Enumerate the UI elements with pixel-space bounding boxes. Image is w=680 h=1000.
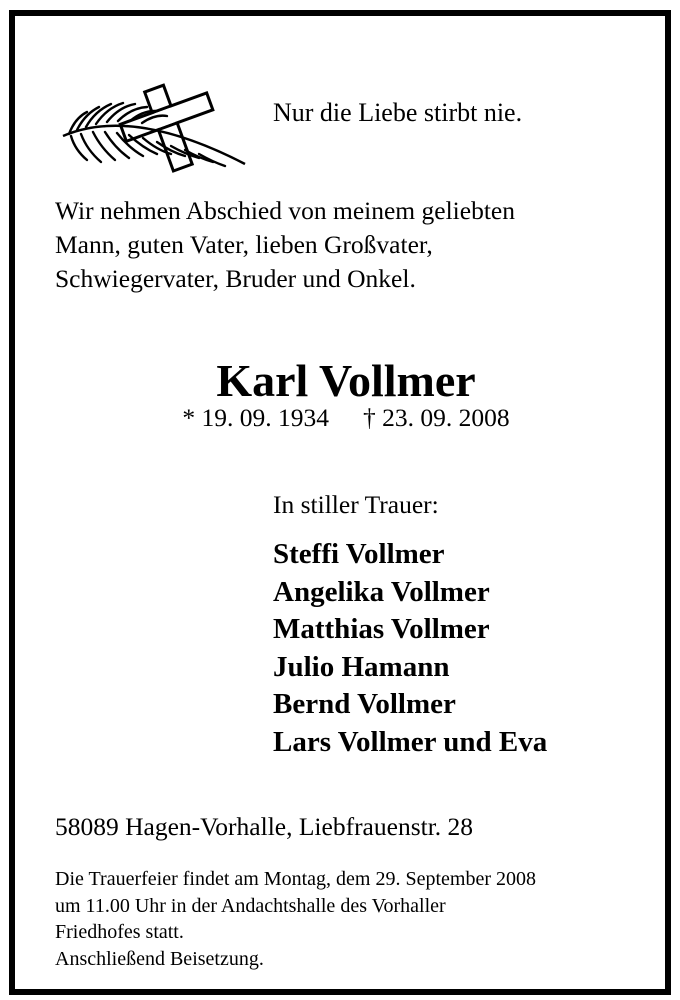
- intro-line: Mann, guten Vater, lieben Großvater,: [55, 230, 433, 259]
- life-dates: [15, 403, 677, 433]
- notice-line: Die Trauerfeier findet am Montag, dem 29. September 2008: [55, 868, 536, 890]
- intro-line: Schwiegervater, Bruder und Onkel.: [55, 264, 416, 293]
- notice-line: Friedhofes statt.: [55, 921, 184, 943]
- birth-date: * 19. 09. 1934: [182, 403, 329, 432]
- intro-line: Wir nehmen Abschied von meinem geliebten: [55, 196, 515, 225]
- family-address: 58089 Hagen-Vorhalle, Liebfrauenstr. 28: [55, 812, 474, 841]
- mourner-name: Angelika Vollmer: [273, 575, 490, 608]
- mourning-label: In stiller Trauer:: [273, 490, 439, 519]
- cross-with-palm-frond-icon: [53, 74, 253, 174]
- funeral-notice: [55, 866, 536, 972]
- mourner-name: Lars Vollmer und Eva: [273, 725, 548, 758]
- deceased-name: Karl Vollmer: [216, 355, 476, 406]
- death-date: † 23. 09. 2008: [363, 403, 510, 432]
- mourner-name: Bernd Vollmer: [273, 688, 456, 721]
- mourners-list: [273, 536, 547, 762]
- mourner-name: Julio Hamann: [273, 650, 450, 683]
- notice-line: um 11.00 Uhr in der Andachtshalle des Vorhaller: [55, 894, 446, 917]
- obituary-frame: [9, 10, 671, 995]
- notice-line: Anschließend Beisetzung.: [55, 947, 264, 970]
- motto: Nur die Liebe stirbt nie.: [273, 98, 523, 127]
- mourner-name: Steffi Vollmer: [273, 538, 445, 570]
- intro-text: [55, 194, 515, 296]
- mourner-name: Matthias Vollmer: [273, 613, 490, 646]
